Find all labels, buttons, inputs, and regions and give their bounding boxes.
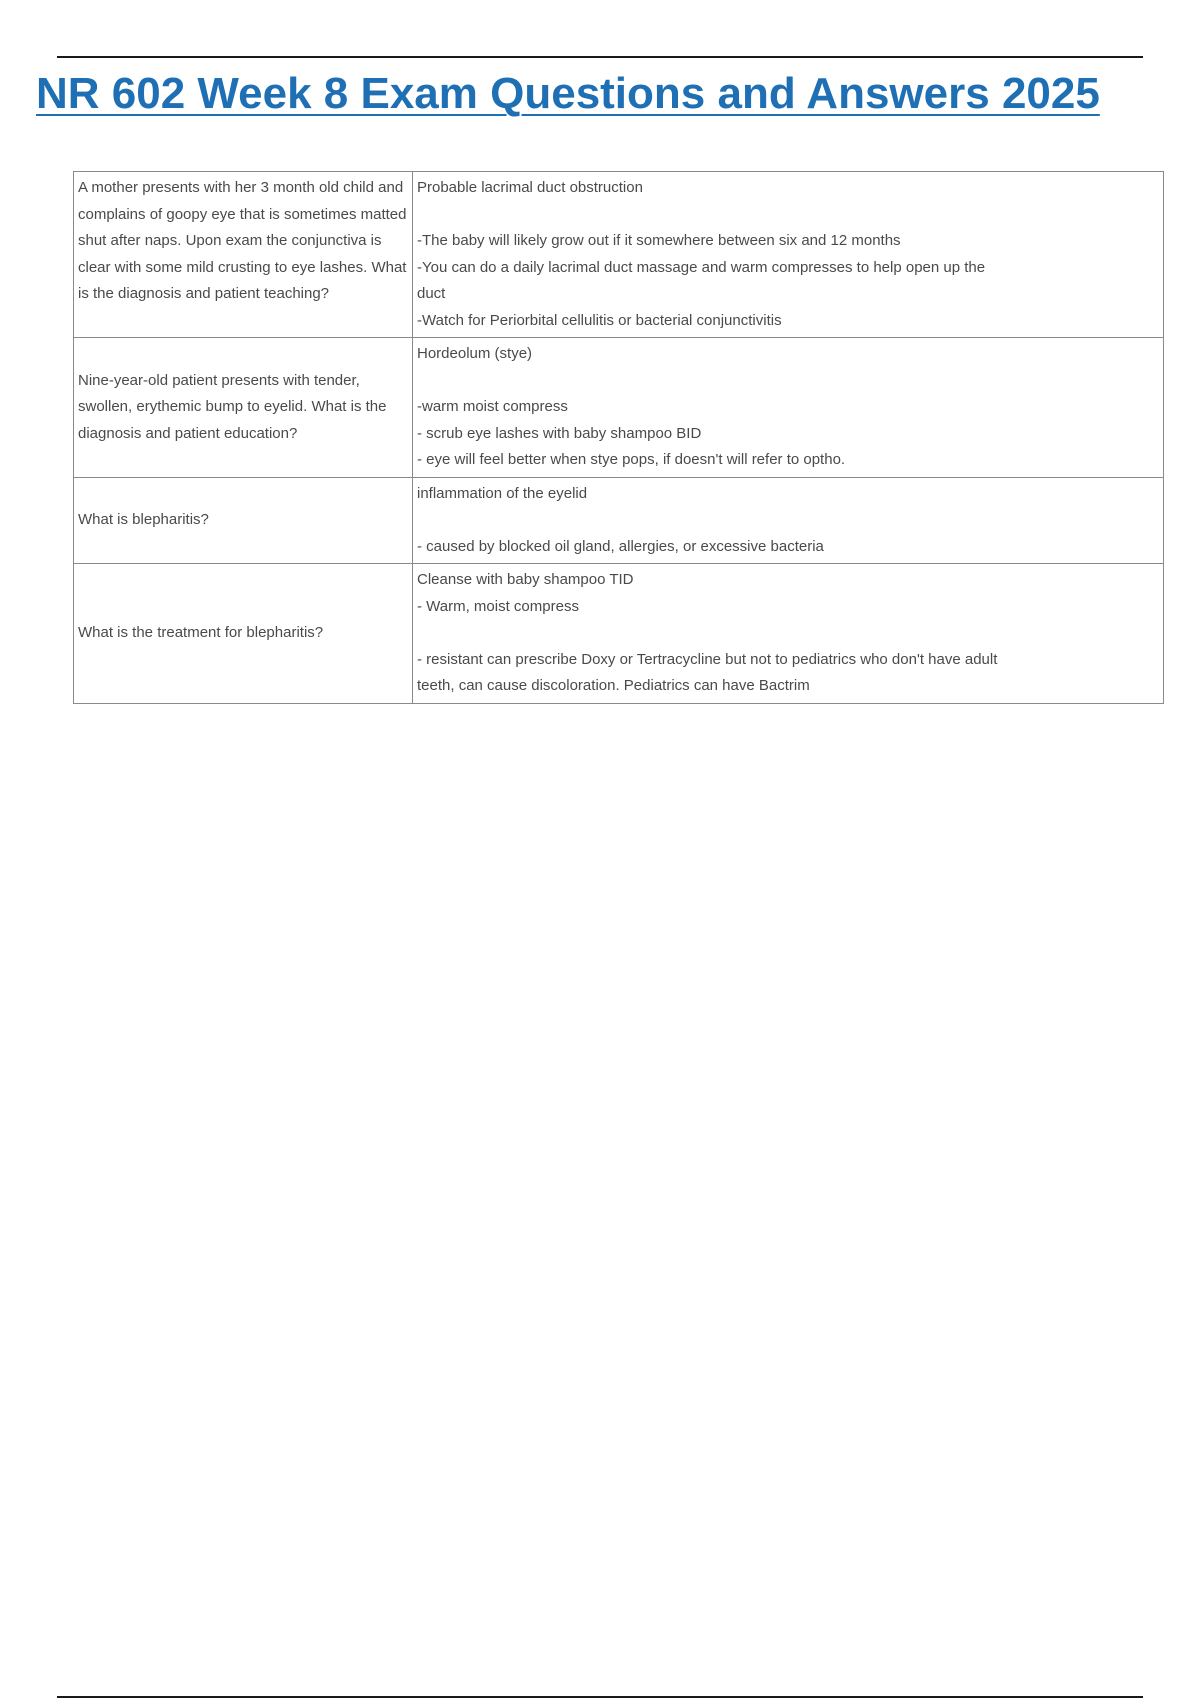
answer-line: -The baby will likely grow out if it somewhere between six and 12 months: [417, 232, 901, 249]
answer-line: Probable lacrimal duct obstruction: [417, 179, 643, 196]
answer-line: [417, 202, 1159, 229]
answer-line: [417, 620, 1159, 647]
question-cell: What is blepharitis?: [74, 477, 413, 564]
answer-cell: [413, 338, 1164, 478]
answer-line: [417, 368, 1159, 395]
answer-line: - scrub eye lashes with baby shampoo BID: [417, 424, 702, 442]
qa-table: [73, 171, 1164, 704]
question-cell: A mother presents with her 3 month old child and complains of goopy eye that is sometimes matted shut after naps. Upon exam the conjunctiva is clear with some mild crusting to eye lashes. What is the diagnosis and patient teaching?: [74, 172, 413, 338]
answer-line: - eye will feel better when stye pops, if doesn't will refer to optho.: [417, 451, 846, 468]
answer-cell: [413, 172, 1164, 338]
answer-line: inflammation of the eyelid: [417, 484, 588, 502]
answer-cell: [413, 477, 1164, 564]
question-cell: What is the treatment for blepharitis?: [74, 564, 413, 704]
table-row: [74, 564, 1164, 704]
answer-line: Cleanse with baby shampoo TID: [417, 571, 634, 588]
answer-line: Hordeolum (stye): [417, 345, 533, 362]
answer-line: -Watch for Periorbital cellulitis or bacterial conjunctivitis: [417, 311, 782, 329]
table-row: [74, 338, 1164, 478]
footer-rule: [57, 1696, 1143, 1698]
question-cell: Nine-year-old patient presents with tender, swollen, erythemic bump to eyelid. What is the diagnosis and patient education?: [74, 338, 413, 478]
answer-line: -You can do a daily lacrimal duct massage and warm compresses to help open up the duct: [417, 258, 986, 302]
answer-line: - resistant can prescribe Doxy or Tertracycline but not to pediatrics who don't have adult teeth, can cause discoloration. Pediatrics can have Bactrim: [417, 650, 998, 694]
answer-cell: [413, 564, 1164, 704]
table-row: [74, 172, 1164, 338]
answer-line: -warm moist compress: [417, 398, 568, 415]
answer-line: [417, 507, 1159, 534]
header-rule: [57, 56, 1143, 58]
answer-line: - caused by blocked oil gland, allergies, or excessive bacteria: [417, 537, 824, 555]
table-row: [74, 477, 1164, 564]
document-title: NR 602 Week 8 Exam Questions and Answers 2025: [36, 69, 1100, 118]
answer-line: - Warm, moist compress: [417, 597, 579, 615]
